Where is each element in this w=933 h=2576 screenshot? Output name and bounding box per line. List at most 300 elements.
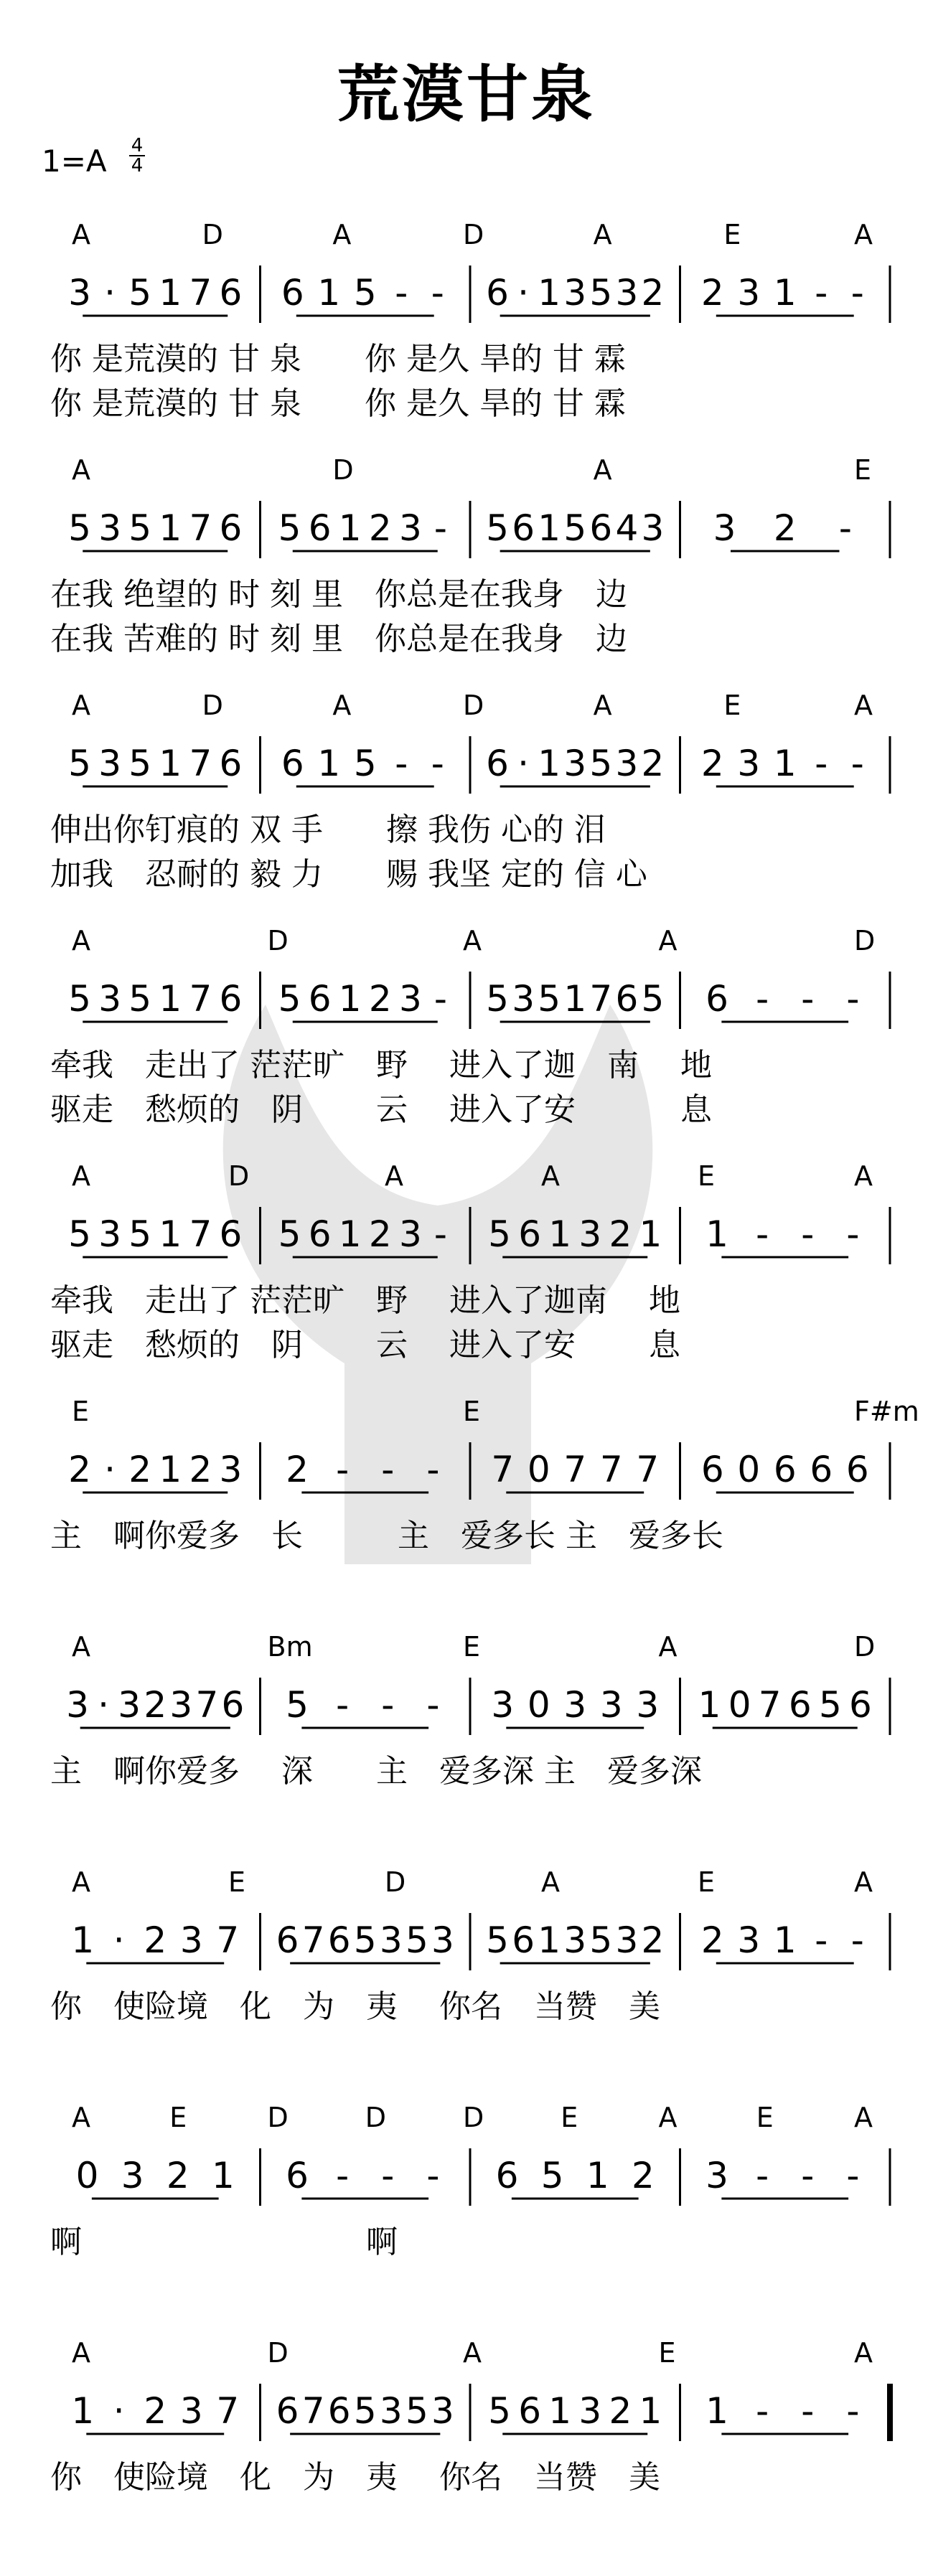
note: 6 xyxy=(788,1684,812,1726)
note: 3 xyxy=(121,2155,144,2196)
note: 3 xyxy=(563,1684,587,1726)
chord-label: A xyxy=(854,219,873,250)
note: - xyxy=(426,1449,440,1490)
note: · xyxy=(517,743,530,784)
note: 2 xyxy=(609,2390,632,2432)
chord-label: D xyxy=(267,2337,289,2369)
note: 1 xyxy=(538,507,561,549)
note: 0 xyxy=(728,1684,751,1726)
note: 1 xyxy=(317,743,341,784)
chord-label: D xyxy=(385,1866,406,1898)
note: - xyxy=(756,2155,769,2196)
note: - xyxy=(426,1684,440,1726)
note: - xyxy=(815,1919,828,1961)
score-system xyxy=(0,1863,933,2092)
chord-label: A xyxy=(385,1160,403,1192)
note: 2 xyxy=(368,507,392,549)
note: 3 xyxy=(615,1919,639,1961)
note: 3 xyxy=(379,1919,403,1961)
note: 6 xyxy=(286,2155,309,2196)
note: 2 xyxy=(700,743,724,784)
chord-label: A xyxy=(72,925,90,956)
note: 7 xyxy=(189,978,212,1020)
note: 3 xyxy=(737,272,761,314)
note: 3 xyxy=(431,1919,454,1961)
chord-label: A xyxy=(72,2337,90,2369)
note: 3 xyxy=(563,743,587,784)
note: - xyxy=(336,2155,350,2196)
note: 1 xyxy=(773,743,797,784)
note: 3 xyxy=(98,978,122,1020)
note: 7 xyxy=(301,2390,325,2432)
note: - xyxy=(426,2155,440,2196)
note: 3 xyxy=(118,1684,141,1726)
note: 2 xyxy=(144,1684,167,1726)
note: 5 xyxy=(486,978,509,1020)
lyric-line: 牵我 走出了 茫茫旷 野 进入了迦南 地 xyxy=(50,1282,680,1319)
note: 1 xyxy=(71,2390,95,2432)
note: - xyxy=(801,2155,815,2196)
note: 2 xyxy=(128,1449,152,1490)
note: 6 xyxy=(276,1919,299,1961)
score-system xyxy=(0,1157,933,1386)
note: · xyxy=(113,1919,125,1961)
note: 2 xyxy=(368,1213,392,1255)
chord-label: A xyxy=(463,2337,482,2369)
note: 6 xyxy=(219,1213,243,1255)
note: 5 xyxy=(641,978,665,1020)
note: 5 xyxy=(353,1919,377,1961)
note: 6 xyxy=(327,2390,351,2432)
chord-label: A xyxy=(72,1631,90,1663)
note: 3 xyxy=(641,507,665,549)
note: 2 xyxy=(368,978,392,1020)
note: 3 xyxy=(636,1684,660,1726)
chord-label: D xyxy=(267,925,289,956)
note: 1 xyxy=(586,2155,609,2196)
note: - xyxy=(846,2155,860,2196)
note: 6 xyxy=(589,507,613,549)
note: 3 xyxy=(179,1919,203,1961)
note: 5 xyxy=(538,978,561,1020)
time-signature-top: 4 xyxy=(131,135,144,156)
note: 3 xyxy=(713,507,736,549)
note: 2 xyxy=(68,1449,91,1490)
note: 5 xyxy=(128,507,152,549)
note: · xyxy=(104,1449,116,1490)
note: 6 xyxy=(281,743,304,784)
note: 5 xyxy=(540,2155,564,2196)
note: - xyxy=(838,507,852,549)
chord-label: A xyxy=(332,690,352,721)
note: - xyxy=(850,1919,864,1961)
note: 5 xyxy=(353,2390,377,2432)
note: - xyxy=(433,1213,447,1255)
note: 5 xyxy=(128,1213,152,1255)
note: 3 xyxy=(737,743,761,784)
note: 0 xyxy=(737,1449,761,1490)
note: 2 xyxy=(144,2390,167,2432)
note: 2 xyxy=(700,1919,724,1961)
lyric-line: 主 啊你爱多 长 主 爱多长 主 爱多长 xyxy=(50,1518,723,1554)
chord-label: D xyxy=(463,2102,484,2133)
note: - xyxy=(846,2390,860,2432)
note: 1 xyxy=(705,1213,728,1255)
note: 3 xyxy=(599,1684,623,1726)
note: · xyxy=(113,2390,125,2432)
note: - xyxy=(801,978,815,1020)
note: 1 xyxy=(639,1213,662,1255)
note: 6 xyxy=(773,1449,797,1490)
score-system xyxy=(0,686,933,916)
note: 1 xyxy=(548,1213,572,1255)
note: - xyxy=(756,1213,769,1255)
note: - xyxy=(395,743,408,784)
note: 6 xyxy=(849,1684,872,1726)
note: - xyxy=(850,272,864,314)
note: - xyxy=(801,1213,815,1255)
note: - xyxy=(395,272,408,314)
note: · xyxy=(104,272,116,314)
note: - xyxy=(815,272,828,314)
chord-label: A xyxy=(463,925,482,956)
score-system xyxy=(0,2098,933,2328)
note: 1 xyxy=(538,272,561,314)
note: - xyxy=(433,507,447,549)
chord-label: A xyxy=(854,2337,873,2369)
chord-label: A xyxy=(332,219,352,250)
note: 1 xyxy=(548,2390,572,2432)
chord-label: D xyxy=(202,690,223,721)
note: 7 xyxy=(491,1449,515,1490)
note: 5 xyxy=(405,1919,428,1961)
chord-label: E xyxy=(228,1866,246,1898)
note: 6 xyxy=(281,272,304,314)
note: - xyxy=(381,1684,395,1726)
note: 6 xyxy=(845,1449,869,1490)
note: 7 xyxy=(563,1449,587,1490)
note: - xyxy=(756,978,769,1020)
lyric-line: 在我 苦难的 时 刻 里 你总是在我身 边 xyxy=(50,621,627,657)
lyric-line: 主 啊你爱多 深 主 爱多深 主 爱多深 xyxy=(50,1753,702,1790)
note: 6 xyxy=(486,272,509,314)
note: - xyxy=(381,1449,395,1490)
note: 3 xyxy=(398,978,422,1020)
lyric-line: 加我 忍耐的 毅 力 赐 我坚 定的 信 心 xyxy=(50,856,647,893)
note: 3 xyxy=(431,2390,454,2432)
note: 5 xyxy=(405,2390,428,2432)
note: 1 xyxy=(159,978,182,1020)
chord-label: E xyxy=(463,1631,481,1663)
score-system xyxy=(0,1392,933,1622)
score-system xyxy=(0,451,933,680)
note: 5 xyxy=(128,743,152,784)
note: 3 xyxy=(398,507,422,549)
note: 2 xyxy=(144,1919,167,1961)
chord-label: A xyxy=(72,454,90,486)
note: 5 xyxy=(353,272,377,314)
note: 5 xyxy=(128,272,152,314)
note: - xyxy=(756,2390,769,2432)
chord-label: E xyxy=(561,2102,578,2133)
note: 6 xyxy=(512,507,535,549)
note: 6 xyxy=(495,2155,519,2196)
note: 1 xyxy=(338,507,362,549)
chord-label: D xyxy=(228,1160,250,1192)
note: 6 xyxy=(512,1919,535,1961)
chord-label: D xyxy=(202,219,223,250)
note: 3 xyxy=(563,272,587,314)
note: 4 xyxy=(615,507,639,549)
score-system xyxy=(0,1627,933,1857)
note: 3 xyxy=(68,272,91,314)
note: - xyxy=(850,743,864,784)
note: 1 xyxy=(159,507,182,549)
chord-label: E xyxy=(658,2337,676,2369)
note: 5 xyxy=(353,743,377,784)
note: 5 xyxy=(486,1919,509,1961)
note: 3 xyxy=(578,1213,602,1255)
chord-label: A xyxy=(658,925,678,956)
note: - xyxy=(815,743,828,784)
note: 3 xyxy=(66,1684,89,1726)
note: 6 xyxy=(219,507,243,549)
note: 6 xyxy=(327,1919,351,1961)
note: 6 xyxy=(700,1449,724,1490)
note: 5 xyxy=(488,2390,511,2432)
chord-label: E xyxy=(723,219,741,250)
note: 5 xyxy=(128,978,152,1020)
note: 3 xyxy=(512,978,535,1020)
note: 0 xyxy=(75,2155,99,2196)
note: 3 xyxy=(379,2390,403,2432)
lyric-line: 伸出你钉痕的 双 手 擦 我伤 心的 泪 xyxy=(50,812,606,848)
note: 6 xyxy=(221,1684,245,1726)
chord-label: D xyxy=(332,454,354,486)
chord-label: E xyxy=(169,2102,187,2133)
chord-label: A xyxy=(854,2102,873,2133)
note: 1 xyxy=(159,1449,182,1490)
note: 7 xyxy=(599,1449,623,1490)
note: - xyxy=(336,1449,350,1490)
note: 6 xyxy=(276,2390,299,2432)
note: 2 xyxy=(773,507,797,549)
note: 2 xyxy=(700,272,724,314)
chord-label: E xyxy=(723,690,741,721)
note: 7 xyxy=(216,1919,240,1961)
note: 3 xyxy=(169,1684,193,1726)
note: 3 xyxy=(491,1684,515,1726)
note: 2 xyxy=(286,1449,309,1490)
note: 7 xyxy=(189,743,212,784)
lyric-line: 你 是荒漠的 甘 泉 你 是久 旱的 甘 霖 xyxy=(50,385,626,422)
key-signature: 1=A xyxy=(42,144,107,179)
chord-label: Bm xyxy=(267,1631,313,1663)
chord-label: E xyxy=(72,1396,90,1427)
chord-label: A xyxy=(72,2102,90,2133)
lyric-line: 啊 啊 xyxy=(50,2224,398,2260)
chord-label: D xyxy=(463,690,484,721)
note: 3 xyxy=(737,1919,761,1961)
note: 6 xyxy=(486,743,509,784)
note: 5 xyxy=(278,507,301,549)
note: 7 xyxy=(189,1213,212,1255)
note: 2 xyxy=(609,1213,632,1255)
note: - xyxy=(431,743,444,784)
note: 7 xyxy=(636,1449,660,1490)
note: - xyxy=(431,272,444,314)
note: 2 xyxy=(641,743,665,784)
note: - xyxy=(846,1213,860,1255)
note: 1 xyxy=(159,272,182,314)
chord-label: A xyxy=(593,690,612,721)
note: 2 xyxy=(641,1919,665,1961)
time-signature xyxy=(129,136,145,175)
lyric-line: 在我 绝望的 时 刻 里 你总是在我身 边 xyxy=(50,576,627,613)
note: 5 xyxy=(68,507,91,549)
chord-label: E xyxy=(756,2102,774,2133)
note: 7 xyxy=(758,1684,782,1726)
chord-label: E xyxy=(698,1160,716,1192)
lyric-line: 牵我 走出了 茫茫旷 野 进入了迦 南 地 xyxy=(50,1047,712,1083)
note: 7 xyxy=(195,1684,219,1726)
note: - xyxy=(381,2155,395,2196)
note: 6 xyxy=(219,978,243,1020)
note: 5 xyxy=(589,272,613,314)
chord-label: E xyxy=(463,1396,481,1427)
note: 2 xyxy=(189,1449,212,1490)
score-system xyxy=(0,2333,933,2563)
note: 1 xyxy=(338,1213,362,1255)
song-title: 荒漠甘泉 xyxy=(337,59,596,131)
note: - xyxy=(336,1684,350,1726)
note: - xyxy=(801,2390,815,2432)
note: 5 xyxy=(68,743,91,784)
note: 3 xyxy=(615,743,639,784)
note: 1 xyxy=(773,1919,797,1961)
note: 5 xyxy=(286,1684,309,1726)
note: 2 xyxy=(641,272,665,314)
note: 3 xyxy=(615,272,639,314)
note: 3 xyxy=(705,2155,728,2196)
note: 3 xyxy=(98,1213,122,1255)
chord-label: E xyxy=(698,1866,716,1898)
note: 1 xyxy=(317,272,341,314)
chord-label: A xyxy=(658,1631,678,1663)
note: 6 xyxy=(308,978,332,1020)
note: 1 xyxy=(773,272,797,314)
note: · xyxy=(517,272,530,314)
note: 3 xyxy=(219,1449,243,1490)
note: 1 xyxy=(212,2155,235,2196)
chord-label: D xyxy=(854,925,876,956)
chord-label: A xyxy=(72,1866,90,1898)
chord-label: D xyxy=(267,2102,289,2133)
chord-label: A xyxy=(854,1866,873,1898)
score-system xyxy=(0,215,933,445)
note: 0 xyxy=(527,1449,550,1490)
note: 6 xyxy=(219,272,243,314)
note: 6 xyxy=(219,743,243,784)
note: 3 xyxy=(398,1213,422,1255)
note: 1 xyxy=(698,1684,721,1726)
note: 7 xyxy=(301,1919,325,1961)
note: 5 xyxy=(589,1919,613,1961)
note: 0 xyxy=(527,1684,550,1726)
note: 5 xyxy=(818,1684,842,1726)
chord-label: A xyxy=(593,454,612,486)
note: 5 xyxy=(589,743,613,784)
note: 5 xyxy=(68,1213,91,1255)
note: 5 xyxy=(68,978,91,1020)
note: 3 xyxy=(179,2390,203,2432)
note: 2 xyxy=(632,2155,655,2196)
chord-label: A xyxy=(854,1160,873,1192)
note: 1 xyxy=(159,743,182,784)
note: 1 xyxy=(538,743,561,784)
lyric-line: 你 使险境 化 为 夷 你名 当赞 美 xyxy=(50,1988,660,2025)
chord-label: A xyxy=(541,1160,560,1192)
lyric-line: 驱走 愁烦的 阴 云 进入了安 息 xyxy=(50,1091,712,1128)
note: 6 xyxy=(308,1213,332,1255)
chord-label: E xyxy=(854,454,872,486)
chord-label: D xyxy=(463,219,484,250)
note: 3 xyxy=(98,507,122,549)
chord-label: A xyxy=(541,1866,560,1898)
note: 6 xyxy=(615,978,639,1020)
note: 1 xyxy=(159,1213,182,1255)
note: 7 xyxy=(216,2390,240,2432)
note: 1 xyxy=(71,1919,95,1961)
chord-label: D xyxy=(365,2102,387,2133)
note: 6 xyxy=(308,507,332,549)
score-system xyxy=(0,921,933,1151)
chord-label: A xyxy=(658,2102,678,2133)
chord-label: A xyxy=(72,219,90,250)
note: 3 xyxy=(98,743,122,784)
note: 7 xyxy=(189,272,212,314)
note: 6 xyxy=(518,2390,542,2432)
note: 1 xyxy=(538,1919,561,1961)
note: 5 xyxy=(488,1213,511,1255)
note: 1 xyxy=(563,978,587,1020)
chord-label: A xyxy=(593,219,612,250)
chord-label: A xyxy=(72,690,90,721)
note: 6 xyxy=(518,1213,542,1255)
note: 5 xyxy=(278,978,301,1020)
note: 5 xyxy=(278,1213,301,1255)
note: 1 xyxy=(705,2390,728,2432)
lyric-line: 你 使险境 化 为 夷 你名 当赞 美 xyxy=(50,2459,660,2496)
chord-label: D xyxy=(854,1631,876,1663)
note: 3 xyxy=(578,2390,602,2432)
lyric-line: 你 是荒漠的 甘 泉 你 是久 旱的 甘 霖 xyxy=(50,341,626,377)
note: 6 xyxy=(810,1449,833,1490)
time-signature-bottom: 4 xyxy=(131,155,144,177)
chord-label: F#m xyxy=(854,1396,919,1427)
note: 2 xyxy=(166,2155,189,2196)
note: · xyxy=(98,1684,110,1726)
note: - xyxy=(846,978,860,1020)
note: 6 xyxy=(705,978,728,1020)
note: 3 xyxy=(563,1919,587,1961)
lyric-line: 驱走 愁烦的 阴 云 进入了安 息 xyxy=(50,1327,680,1363)
note: 7 xyxy=(589,978,613,1020)
note: - xyxy=(433,978,447,1020)
note: 7 xyxy=(189,507,212,549)
chord-label: A xyxy=(854,690,873,721)
note: 5 xyxy=(563,507,587,549)
